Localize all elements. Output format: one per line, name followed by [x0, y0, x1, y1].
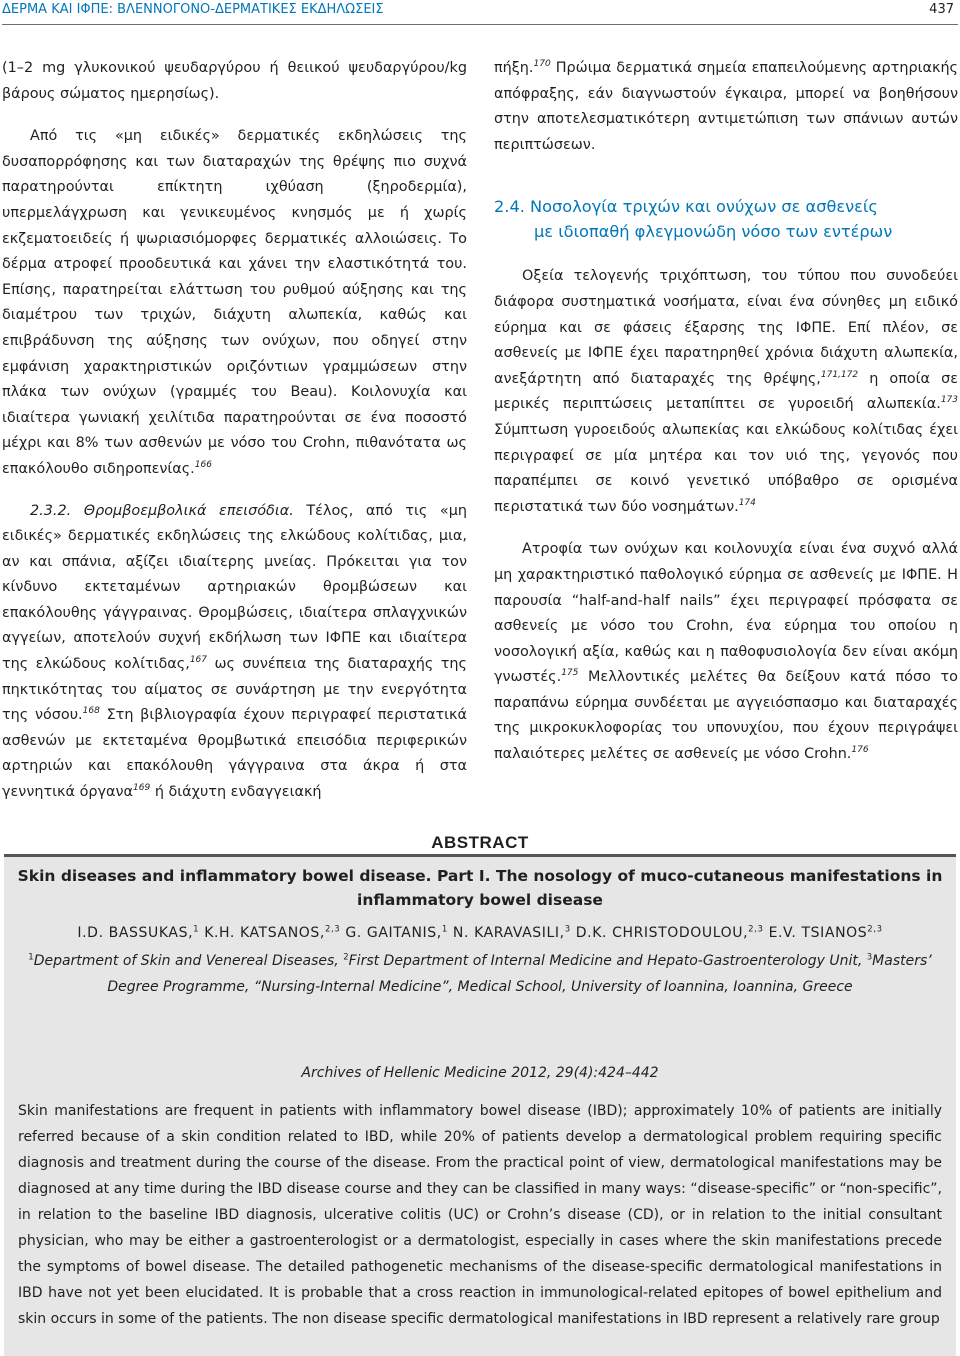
section-title: Θρομβοεμβολικά επεισόδια. [83, 502, 294, 519]
citation: 175 [561, 668, 579, 679]
left-paragraph-2: Από τις «μη ειδικές» δερματικές εκδηλώσεις της δυσαπορρόφησης και των διαταραχών της θρέψης πιο συχνά παρατηρούνται επίκτητη ιχθύαση (ξηροδερμία), υπερμελάγχρωση και γενικευμένος κνησμός με ή χωρίς εκζεματοειδείς ή ψωριασιόμορφες δερματικές αλλοιώσεις. Το δέρμα ατροφεί προοδευτικά και χάνει την ελαστικότητά του. Επίσης, παρατηρείται ελάττωση του ρυθμού αύξησης και της διαμέτρου των τριχών, διάχυτη αλωπεκία, καθώς και επιβράδυνση της αύξησης των ονύχων, που οδηγεί στην εμφάνιση χαρακτηριστικών οριζόντιων γραμμώσεων στην πλάκα των ονύχων (γραμμές του Beau). Κοιλονυχία και ιδιαίτερα γωνιακή χειλίτιδα παρατηρούνται σε ένα ποσοστό μέχρι και 8% των ασθενών με νόσο του Crohn, πιθανότατα ως επακόλουθο σιδηροπενίας.$^{166}$ [2, 128, 467, 477]
author: D.K. CHRISTODOULOU, [575, 925, 749, 941]
running-title: ΔΕΡΜΑ ΚΑΙ ΙΦΠΕ: ΒΛΕΝΝΟΓΟΝΟ-ΔΕΡΜΑΤΙΚΕΣ ΕΚΔΗΛΩΣΕΙΣ [2, 2, 384, 17]
author: K.H. KATSANOS, [204, 925, 325, 941]
citation: 176 [851, 745, 869, 756]
citation: 169 [133, 783, 151, 794]
citation: 173 [940, 395, 958, 406]
page-header [2, 0, 958, 20]
section-heading-2-4: 2.4. Νοσολογία τριχών και ονύχων σε ασθενείς με ιδιοπαθή φλεγμονώδη νόσο των εντέρων [494, 197, 893, 242]
left-paragraph-1: (1–2 mg γλυκονικού ψευδαργύρου ή θειικού ψευδαργύρου/kg βάρους σώματος ημερησίως). [2, 60, 467, 102]
abstract-authors: I.D. BASSUKAS,$^1$ K.H. KATSANOS,$^{2,3}$ G. GAITANIS,$^1$ N. KARAVASILI,$^3$ D.K. CHRISTODOULOU,$^{2,3}$ E.V. TSIANOS$^{2,3}$ [77, 924, 883, 941]
right-paragraph-2: Οξεία τελογενής τριχόπτωση, του τύπου που συνοδεύει διάφορα συστηματικά νοσήματα, είναι ένα σύνηθες μη ειδικό εύρημα και σε φάσεις έξαρσης της ΙΦΠΕ. Επί πλέον, σε ασθενείς με ΙΦΠΕ έχει παρατηρηθεί χρόνια διάχυτη αλωπεκία, ανεξάρτητη από διαταραχές της θρέψης,$^{171,172}$ η οποία σε μερικές περιπτώσεις μεταπίπτει σε γυροειδή αλωπεκία.$^{173}$ Σύμπτωση γυροειδούς αλωπεκίας και ελκώδους κολίτιδας έχει περιγραφεί σε μία μητέρα και τον υιό της, γεγονός που παραπέμπει σε κοινό γενετικό υπόβαθρο σε ορισμένα περιστατικά των δύο νοσημάτων.$^{174}$ [494, 268, 959, 515]
right-paragraph-1: πήξη.$^{170}$ Πρώιμα δερματικά σημεία επαπειλούμενης αρτηριακής απόφραξης, εάν διαγνωστούν έγκαιρα, μπορεί να βοηθήσουν στην αποτελεσματικότερη αντιμετώπιση των σπάνιων αυτών περιπτώσεων. [494, 59, 959, 153]
citation: 174 [738, 497, 756, 508]
right-paragraph-3: Ατροφία των ονύχων και κοιλονυχία είναι ένα συχνό αλλά μη χαρακτηριστικό παθολογικό εύρημα σε ασθενείς με ΙΦΠΕ. Η παρουσία “half-and-half nails” έχει περιγραφεί πρόσφατα σε ασθενείς με νόσο του Crohn, ένα εύρημα του οποίου η νοσολογική αξία, καθώς και η παθοφυσιολογία δεν είναι ακόμη γνωστές.$^{175}$ Μελλοντικές μελέτες θα δείξουν κατά πόσο το παραπάνω εύρημα συνδέεται με αγγειόσπασμο και διαταραχές της μικροκυκλοφορίας του υπονυχίου, που έχουν περιγράψει παλαιότερες μελέτες σε ασθενείς με νόσο Crohn.$^{176}$ [494, 541, 958, 763]
abstract-body: Skin manifestations are frequent in patients with inflammatory bowel disease (IBD); approximately 10% of patients are initially referred because of a skin condition related to IBD, while 20% of patients develop a dermatological problem requiring specific diagnosis and treatment during the course of the disease. From the practical point of view, dermatological manifestations may be diagnosed at any time during the IBD disease course and they can be classified in many ways: “disease-specific” or “non-specific”, in relation to the baseline IBD diagnosis, ulcerative colitis (UC) or Crohn’s disease (CD), or in relation to the initial consultant physician, who may be either a gastroenterologist or a dermatologist, especially in cases where the skin manifestations precede the symptoms of bowel disease. The detailed pathogenetic mechanisms of the disease-specific dermatological manifestations in IBD have not yet been elucidated. It is probable that a cross reaction in immunological-related epitopes of bowel epithelium and skin occurs in some of the patients. The non disease specific dermatological manifestations in IBD represent a relatively rare group [18, 1103, 942, 1327]
author: E.V. TSIANOS [768, 925, 868, 941]
abstract-box [4, 854, 956, 1356]
citation: 170 [533, 59, 551, 70]
author: G. GAITANIS, [345, 925, 442, 941]
citation: 168 [82, 706, 100, 717]
citation: 166 [194, 460, 212, 471]
left-column [2, 56, 467, 806]
header-rule [2, 24, 958, 25]
abstract-heading: ABSTRACT [431, 833, 529, 852]
section-number: 2.3.2. [30, 502, 72, 519]
abstract-journal-citation: Archives of Hellenic Medicine 2012, 29(4):424–442 [301, 1065, 659, 1081]
author: N. KARAVASILI, [452, 925, 565, 941]
abstract-top-rule [4, 854, 956, 857]
page-number: 437 [929, 2, 954, 17]
citation: 167 [189, 655, 208, 666]
right-column [494, 56, 958, 768]
citation: 171,172 [820, 369, 859, 380]
left-paragraph-3: 2.3.2. Θρομβοεμβολικά επεισόδια. Τέλος, από τις «μη ειδικές» δερματικές εκδηλώσεις της ελκώδους κολίτιδας, μια, αν και σπάνια, αξίζει ιδιαίτερης μνείας. Πρόκειται για τον κίνδυνο εκτεταμένων αρτηριακών θρομβώσεων και επακόλουθης γάγγραινας. Θρομβώσεις, ιδιαίτερα σπλαγχνικών αγγείων, αποτελούν συχνή εκδήλωση των ΙΦΠΕ και ιδιαίτερα της ελκώδους κολίτιδας,$^{167}$ ως συνέπεια της διαταραχής της πηκτικότητας του αίματος σε συνάρτηση με την ενεργότητα της νόσου.$^{168}$ Στη βιβλιογραφία έχουν περιγραφεί περιστατικά ασθενών με εκτεταμένα θρομβωτικά επεισόδια περιφερικών αρτηριών και επακόλουθη γάγγραινα στα άκρα ή στα γεννητικά όργανα$^{169}$ ή διάχυτη ενδαγγειακή [2, 502, 468, 801]
author: I.D. BASSUKAS, [77, 925, 194, 941]
abstract-affiliations: $^1$Department of Skin and Venereal Diseases, $^2$First Department of Internal Medicine and Hepato-Gastroenterology Unit, $^3$Masters’ Degree Programme, “Nursing-Internal Medicine”, Medical School, University of Ioannina, Ioannina, Greece [28, 952, 932, 995]
abstract-title: Skin diseases and inflammatory bowel disease. Part I. The nosology of muco-cutaneous manifestations in inflammatory bowel disease [17, 867, 943, 909]
